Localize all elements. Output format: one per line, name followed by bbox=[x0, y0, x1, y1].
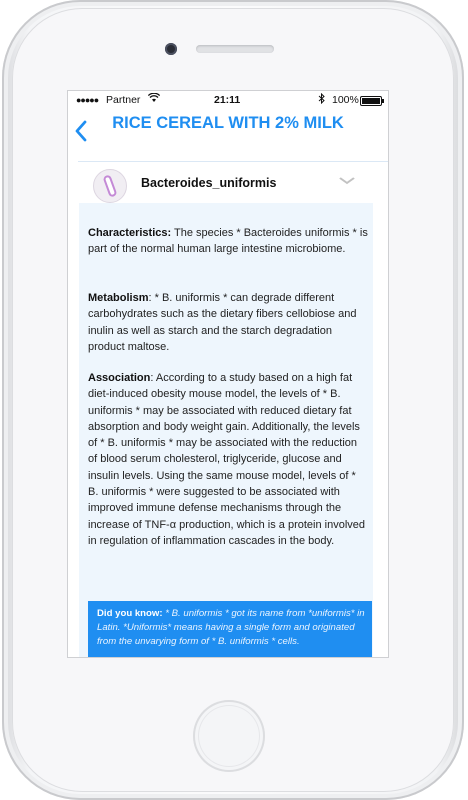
did-you-know-label: Did you know: bbox=[97, 608, 163, 619]
header-divider bbox=[78, 161, 388, 162]
characteristics-text: The species * Bacteroides uniformis * is part of the normal human large intestine microbiome. bbox=[88, 227, 368, 256]
navigation-bar bbox=[68, 111, 388, 157]
bacteria-name: Bacteroides_uniformis bbox=[141, 176, 277, 190]
wifi-icon bbox=[148, 93, 160, 106]
bacteria-header[interactable] bbox=[79, 163, 373, 203]
did-you-know-text: * B. uniformis * got its name from *uniformis* in Latin. *Uniformis* means having a single form and originated from the unvarying form of * B. uniformis * cells. bbox=[97, 608, 365, 647]
metabolism-label: Metabolism bbox=[88, 292, 149, 304]
metabolism-section bbox=[88, 290, 368, 355]
carrier-name: Partner bbox=[106, 94, 141, 106]
bluetooth-icon bbox=[318, 93, 326, 107]
earpiece-speaker bbox=[196, 45, 274, 53]
association-text: : According to a study based on a high fat diet-induced obesity mouse model, the levels of * B. uniformis * may be associated with reduced dietary fat absorption and body weight gain. Additionally, the levels of * B. uniformis * may be associated with the reduction of blood serum cholesterol, triglyceride, glucose and insulin levels. Using the same mouse model, levels of * B. uniformis * were suggested to be associated with improved immune defense mechanisms through the increase of TNF-α production, which is a protein involved in regulation of inflammation cascades in the body. bbox=[88, 372, 366, 547]
did-you-know-box bbox=[88, 601, 372, 657]
battery-icon bbox=[360, 96, 382, 106]
signal-icon: ●●●●● bbox=[76, 95, 99, 105]
page-title: RICE CEREAL WITH 2% MILK bbox=[112, 114, 344, 132]
status-bar bbox=[68, 91, 388, 111]
bacteria-icon bbox=[93, 169, 127, 203]
bacteria-detail-card bbox=[79, 163, 373, 657]
chevron-down-icon[interactable] bbox=[339, 172, 356, 188]
status-time: 21:11 bbox=[214, 94, 241, 106]
front-camera bbox=[165, 43, 177, 55]
association-section bbox=[88, 370, 368, 549]
app-screen bbox=[67, 90, 389, 658]
metabolism-text: : * B. uniformis * can degrade different carbohydrates such as the dietary fibers cellobiose and inulin as well as starch and the starch degradation product maltose. bbox=[88, 292, 357, 353]
battery-percent: 100% bbox=[332, 94, 359, 106]
home-button[interactable] bbox=[193, 700, 265, 772]
back-chevron-icon[interactable] bbox=[74, 119, 88, 148]
characteristics-label: Characteristics: bbox=[88, 227, 172, 239]
association-label: Association bbox=[88, 372, 151, 384]
characteristics-section bbox=[88, 225, 368, 258]
